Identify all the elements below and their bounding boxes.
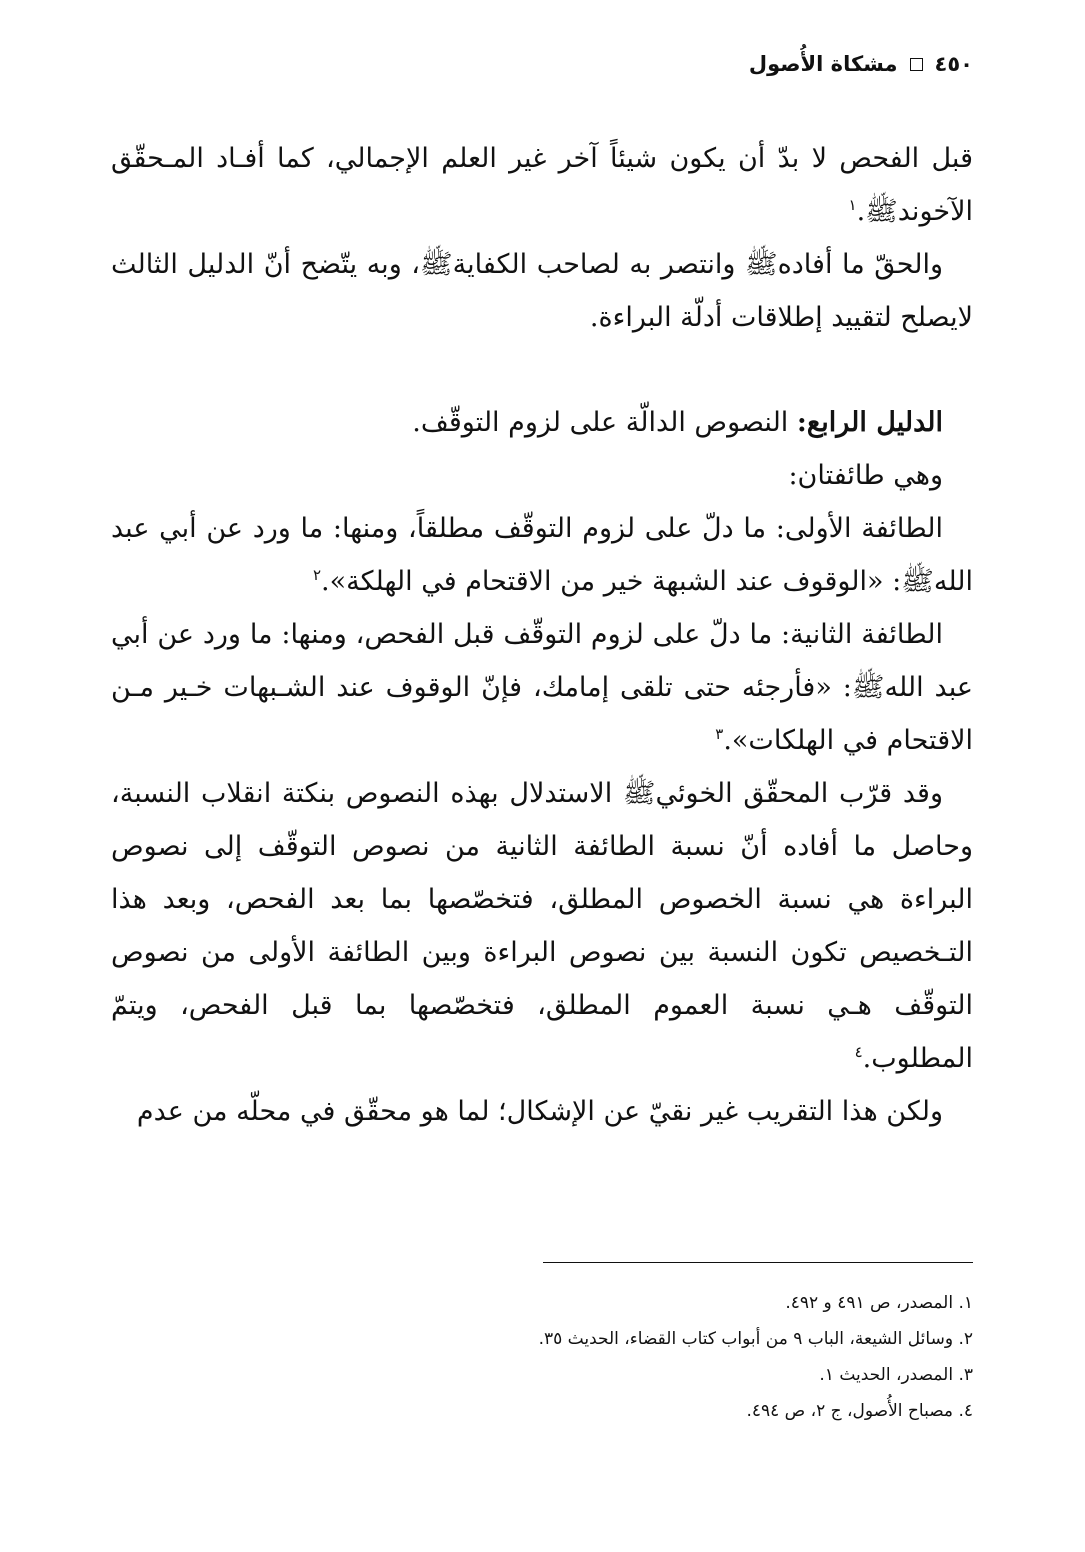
- paragraph-6: [111, 608, 973, 767]
- footnote-ref-1: ١: [848, 196, 857, 214]
- footnote-4: ٤. مصباح الأُصول، ج ٢، ص ٤٩٤.: [746, 1401, 973, 1421]
- paragraph-4: وهي طائفتان:: [788, 460, 943, 491]
- paragraph-6-text: الطائفة الثانية: ما دلّ على لزوم التوقّف قبل الفحص، ومنها: ما ورد عن أبي عبد اللهﷺ: «فأرجئه حتى تلقى إمامك، فإنّ الوقوف عند الشـبهات خـير مـن الاقتحام في الهلكات».: [111, 619, 973, 756]
- section-heading: [111, 396, 973, 449]
- footnote-3: ٣. المصدر، الحديث ١.: [819, 1365, 973, 1385]
- paragraph-5: [111, 502, 973, 608]
- paragraph-1-text: قبل الفحص لا بدّ أن يكون شيئاً آخر غير العلم الإجمالي، كما أفـاد المـحقّق الآخوندﷺ.: [111, 143, 973, 227]
- header-separator-square-icon: [910, 58, 923, 71]
- paragraph-2: والحقّ ما أفادهﷺ وانتصر به لصاحب الكفايةﷺ، وبه يتّضح أنّ الدليل الثالث لايصلح لتقييد إطلاقات أدلّة البراءة.: [111, 249, 973, 333]
- footnote-divider: [543, 1262, 973, 1263]
- main-text: [111, 132, 973, 1138]
- section-heading-label: الدليل الرابع:: [796, 407, 943, 438]
- footnote-ref-4: ٤: [854, 1043, 863, 1061]
- footnote-1: ١. المصدر، ص ٤٩١ و ٤٩٢.: [785, 1293, 973, 1313]
- footnote-ref-2: ٢: [312, 566, 322, 584]
- section-heading-text: النصوص الدالّة على لزوم التوقّف.: [412, 407, 797, 438]
- footnotes: [111, 1285, 973, 1429]
- paragraph-1: [111, 132, 973, 238]
- paragraph-5-text: الطائفة الأولى: ما دلّ على لزوم التوقّف مطلقاً، ومنها: ما ورد عن أبي عبد اللهﷺ: «الوقوف عند الشبهة خير من الاقتحام في الهلكة».: [111, 513, 973, 597]
- book-title: مشكاة الأُصول: [748, 52, 898, 76]
- paragraph-7: [111, 767, 973, 1085]
- paragraph-8: ولكن هذا التقريب غير نقيّ عن الإشكال؛ لما هو محقّق في محلّه من عدم: [136, 1096, 943, 1127]
- footnote-2: ٢. وسائل الشيعة، الباب ٩ من أبواب كتاب القضاء، الحديث ٣٥.: [538, 1329, 973, 1349]
- running-header: [749, 52, 973, 76]
- paragraph-7-text: وقد قرّب المحقّق الخوئيﷺ الاستدلال بهذه النصوص بنكتة انقلاب النسبة، وحاصل ما أفاده أنّ نسبة الطائفة الثانية من نصوص التوقّف إلى نصوص البراءة هي نسبة الخصوص المطلق، فتخصّصها بما بعد الفحص، وبعد هذا التـخصيص تكون النسبة بين نصوص البراءة وبين الطائفة الأولى من نصوص التوقّف هـي نسبة العموم المطلق، فتخصّصها بما قبل الفحص، ويتمّ المطلوب.: [111, 778, 973, 1074]
- page-number: ٤٥٠: [934, 52, 973, 76]
- footnote-ref-3: ٣: [715, 725, 724, 743]
